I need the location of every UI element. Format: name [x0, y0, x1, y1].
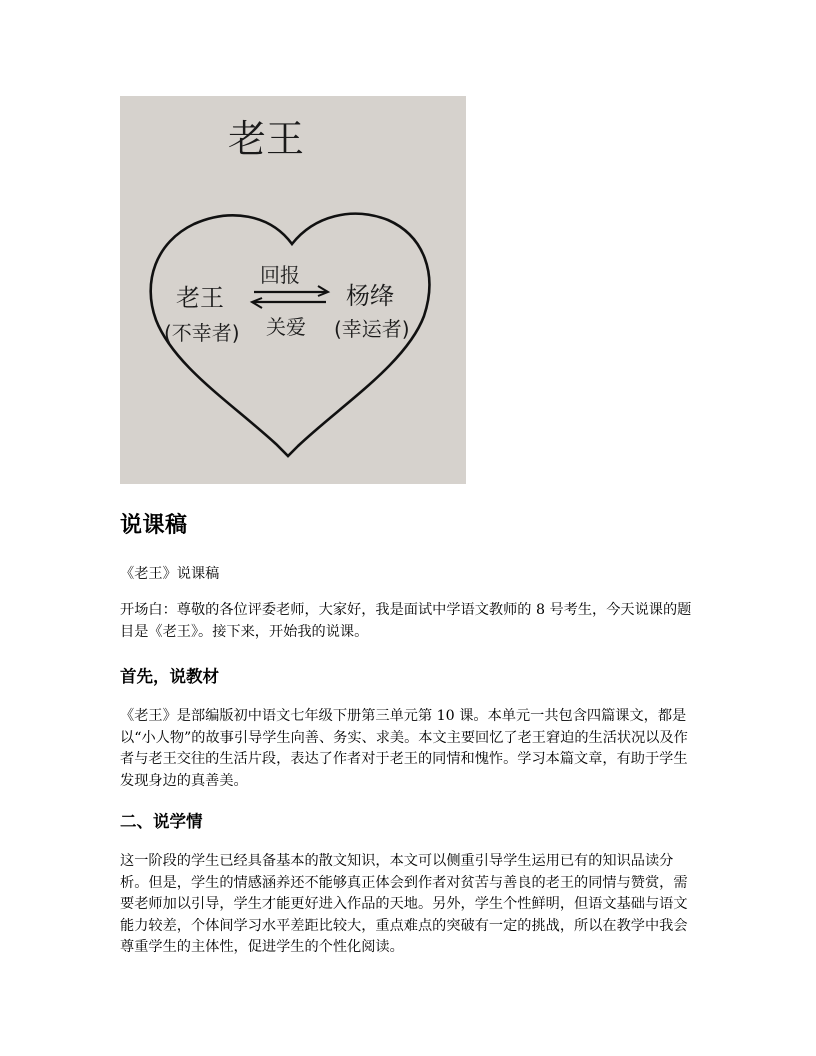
left-name: 老王: [176, 284, 224, 312]
top-arrow-label: 回报: [260, 263, 300, 287]
page-heading: 说课稿: [120, 513, 188, 538]
right-name: 杨绛: [346, 282, 394, 310]
bottom-arrow-label: 关爱: [266, 315, 306, 339]
section2-body: 这一阶段的学生已经具备基本的散文知识，本文可以侧重引导学生运用已有的知识品读分析。但是，学生的情感涵养还不能够真正体会到作者对贫苦与善良的老王的同情与赞赏，需要老师加以引导，学生才能更好进入作品的天地。另外，学生个性鲜明，但语文基础与语文能力较差，个体间学习水平差距比较大，重点难点的突破有一定的挑战，所以在教学中我会尊重学生的主体性，促进学生的个性化阅读。: [120, 853, 688, 955]
opening-paragraph: 开场白：尊敬的各位评委老师，大家好，我是面试中学语文教师的 8 号考生，今天说课的题目是《老王》。接下来，开始我的说课。: [120, 602, 692, 640]
diagram-title: 老王: [228, 117, 305, 161]
right-role: (幸运者): [334, 317, 410, 341]
section2-heading: 二、说学情: [120, 812, 203, 831]
subtitle: 《老王》说课稿: [120, 566, 220, 582]
section1-heading: 首先，说教材: [120, 667, 219, 686]
heart-diagram: [120, 96, 466, 484]
section1-body: 《老王》是部编版初中语文七年级下册第三单元第 10 课。本单元一共包含四篇课文，都是以“小人物”的故事引导学生向善、务实、求美。本文主要回忆了老王窘迫的生活状况以及作者与老王交往的生活片段，表达了作者对于老王的同情和愧怍。学习本篇文章，有助于学生发现身边的真善美。: [120, 708, 688, 789]
left-role: (不幸者): [164, 321, 240, 345]
handwritten-diagram-image: [120, 96, 466, 484]
